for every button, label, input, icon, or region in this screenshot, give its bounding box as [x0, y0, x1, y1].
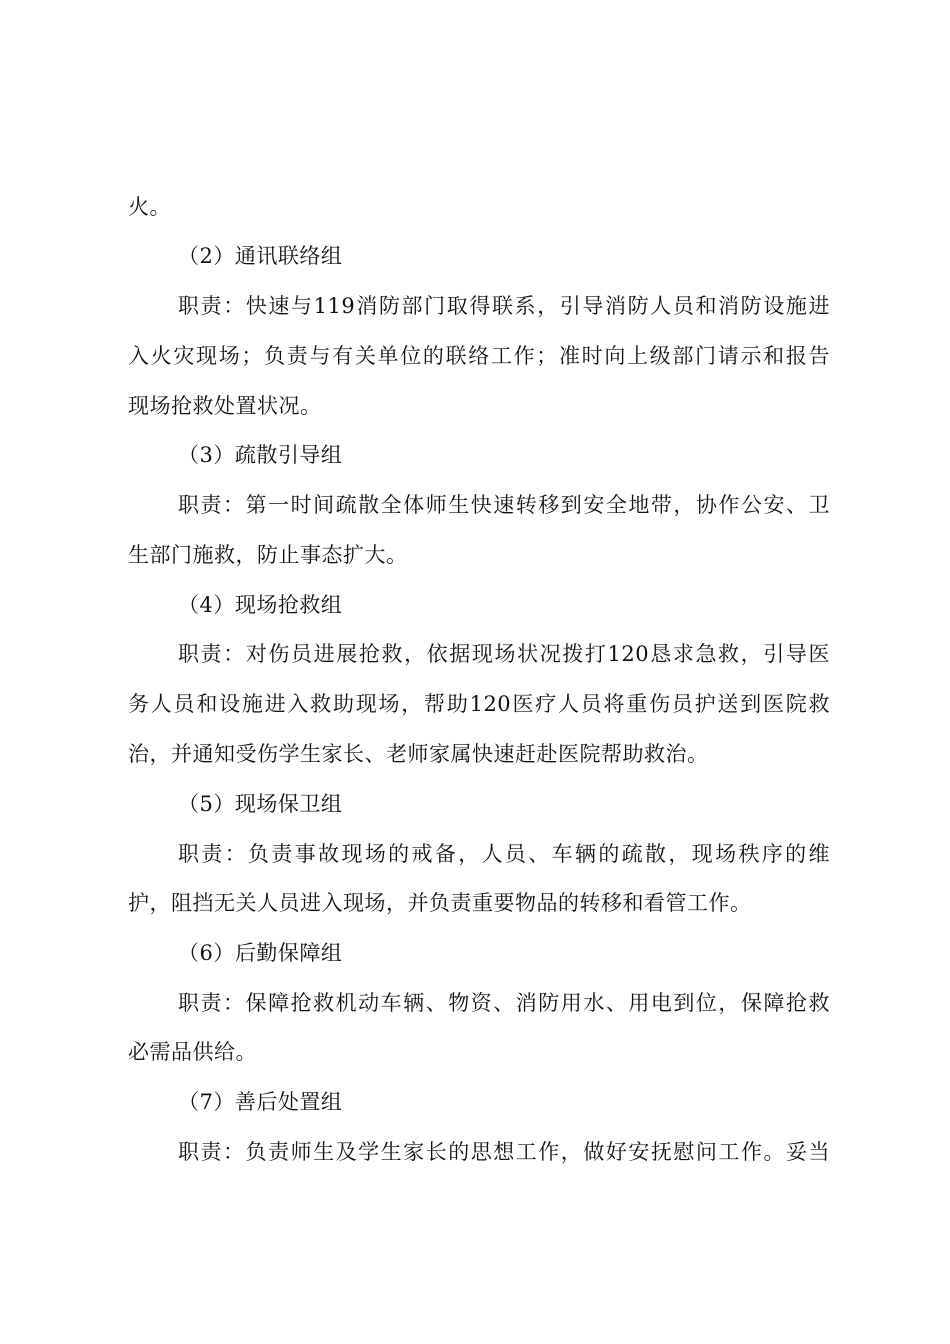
duty-line: 职责：快速与119消防部门取得联系，引导消防人员和消防设施进 — [178, 294, 830, 318]
duty-line: 治，并通知受伤学生家长、老师家属快速赶赴医院帮助救治。 — [128, 742, 709, 766]
duty-line: 必需品供给。 — [128, 1040, 257, 1064]
duty-line: 职责：负责师生及学生家长的思想工作，做好安抚慰问工作。妥当 — [178, 1140, 830, 1164]
duty-line: 护，阻挡无关人员进入现场，并负责重要物品的转移和看管工作。 — [128, 891, 752, 915]
section-heading-security: （5）现场保卫组 — [178, 792, 343, 816]
section-heading-rescue: （4）现场抢救组 — [178, 593, 343, 617]
section-heading-communication: （2）通讯联络组 — [178, 244, 343, 268]
duty-line: 职责：对伤员进展抢救，依据现场状况拨打120恳求急救，引导医 — [178, 642, 830, 666]
paragraph-continuation: 火。 — [128, 195, 171, 219]
duty-line: 职责：保障抢救机动车辆、物资、消防用水、用电到位，保障抢救 — [178, 991, 830, 1015]
duty-line: 职责：第一时间疏散全体师生快速转移到安全地带，协作公安、卫 — [178, 493, 830, 517]
duty-line: 职责：负责事故现场的戒备，人员、车辆的疏散，现场秩序的维 — [178, 842, 830, 866]
duty-line: 入火灾现场；负责与有关单位的联络工作；准时向上级部门请示和报告 — [128, 344, 830, 368]
duty-line: 现场抢救处置状况。 — [128, 394, 322, 418]
duty-line: 生部门施救，防止事态扩大。 — [128, 543, 408, 567]
section-heading-logistics: （6）后勤保障组 — [178, 941, 343, 965]
section-heading-aftermath: （7）善后处置组 — [178, 1090, 343, 1114]
section-heading-evacuation: （3）疏散引导组 — [178, 443, 343, 467]
duty-line: 务人员和设施进入救助现场，帮助120医疗人员将重伤员护送到医院救 — [128, 692, 830, 716]
